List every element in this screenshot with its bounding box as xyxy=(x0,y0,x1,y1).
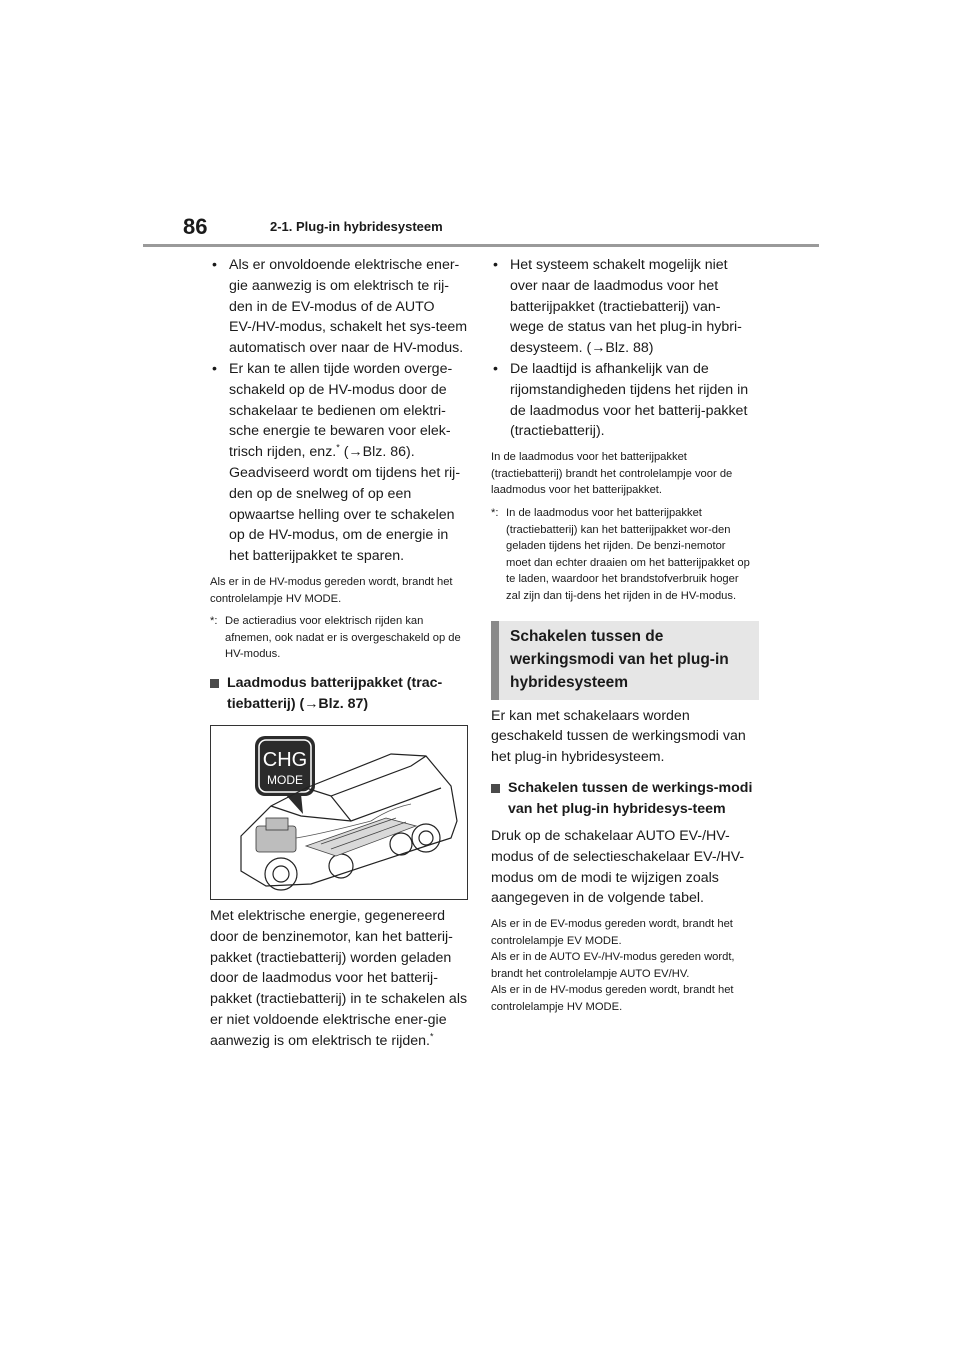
note-text: Als er in de EV-modus gereden wordt, brandt het controlelampje EV MODE. Als er in de AUTO EV-/HV-modus gereden wordt, brandt het controlelampje AUTO EV/HV. Als er in de HV-modus gereden wordt, brandt het controlelampje HV MODE. xyxy=(491,918,735,1014)
footnote xyxy=(210,613,468,663)
subheading-text: Laadmodus batterijpakket (trac-tiebatterij) (→Blz. 87) xyxy=(227,674,443,712)
footnote-star: * xyxy=(336,442,340,453)
bullet-text: De laadtijd is afhankelijk van de rijomstandigheden tijdens het rijden in de laadmodus voor het batterij-pakket (tractiebatterij). xyxy=(510,360,749,440)
bullet-dot-icon: • xyxy=(212,257,217,273)
page-reference: (→Blz. 86). xyxy=(339,444,415,461)
note-text: Als er in de HV-modus gereden wordt, brandt het controlelampje HV MODE. xyxy=(210,575,453,605)
bullet-item xyxy=(491,255,753,359)
footnote-mark: *: xyxy=(491,506,499,519)
subheading xyxy=(491,778,753,820)
badge-line-1: CHG xyxy=(262,748,308,771)
subheading xyxy=(210,673,468,715)
page-number: 86 xyxy=(183,214,208,239)
bullet-dot-icon: • xyxy=(493,360,498,377)
right-column xyxy=(491,255,753,1016)
bullet-text: Als er onvoldoende elektrische ener-gie aanwezig is om elektrisch te rij-den in de EV-modus of de AUTO EV-/HV-modus, schakelt het sys-teem automatisch over naar de HV-modus. xyxy=(229,257,468,357)
body-paragraph: Druk op de schakelaar AUTO EV-/HV-modus of de selectieschakelaar EV-/HV-modus om de modi te wijzigen zoals aangegeven in de volgende tabel. xyxy=(491,827,745,907)
note-text: In de laadmodus voor het batterijpakket (tractiebatterij) brandt het controlelampje voor de laadmodus voor het batterijpakket. xyxy=(491,451,733,497)
subheading-text: Schakelen tussen de werkings-modi van het plug-in hybridesys-teem xyxy=(508,779,753,817)
bullet-item xyxy=(210,255,468,359)
body-paragraph: Met elektrische energie, gegenereerd door de benzinemotor, kan het batterij-pakket (tractiebatterij) worden geladen door de laadmodus voor het batterij-pakket (tractiebatterij) in te schakelen als er niet voldoende elektrische ener-gie aanwezig is om elektrisch te rijden.* xyxy=(210,907,468,1049)
badge-line-2: MODE xyxy=(267,772,303,787)
bullet-text-continued: Geadviseerd wordt om tijdens het rij-den op de snelweg of op een opwaartse helling over te schakelen op de HV-modus, om de energie in het batterijpakket te sparen. xyxy=(229,464,461,565)
engine-block-icon xyxy=(256,818,296,852)
footnote-mark: *: xyxy=(210,615,218,628)
car-illustration xyxy=(210,725,468,900)
car-drawing xyxy=(211,726,467,899)
chg-mode-badge-icon xyxy=(255,736,315,814)
section-title: 2-1. Plug-in hybridesysteem xyxy=(270,219,443,234)
intro-paragraph: Er kan met schakelaars worden geschakeld tussen de werkingsmodi van het plug-in hybridesysteem. xyxy=(491,707,746,766)
footnote xyxy=(491,505,753,605)
square-marker-icon xyxy=(491,784,500,793)
bullet-item xyxy=(491,359,753,442)
bullet-dot-icon: • xyxy=(493,257,498,273)
footnote-text: In de laadmodus voor het batterijpakket (tractiebatterij) kan het batterijpakket wor-den geladen tijdens het rijden. De benzi-nemotor moet dan echter draaien om het batterijpakket op te laden, waardoor het brandstofverbruik hoger zal zijn dan tij-dens het rijden in de HV-modus. xyxy=(506,506,750,602)
section-heading-box: Schakelen tussen de werkingsmodi van het plug-in hybridesysteem xyxy=(491,621,759,700)
bullet-text: Het systeem schakelt mogelijk niet over naar de laadmodus voor het batterijpakket (tractiebatterij) van-wege de status van het plug-in hybri-desysteem. (→Blz. 88) xyxy=(510,257,742,357)
square-marker-icon xyxy=(210,679,219,688)
bullet-item xyxy=(210,359,468,567)
footnote-text: De actieradius voor elektrisch rijden kan afnemen, ook nadat er is overgeschakeld op de HV-modus. xyxy=(225,615,461,661)
header-rule xyxy=(143,244,819,247)
left-column xyxy=(210,255,468,1052)
footnote-star: * xyxy=(430,1030,434,1041)
bullet-text: Er kan te allen tijde worden overge-schakeld op de HV-modus door de schakelaar te bedienen om elektri-sche energie te bewaren voor elek-trisch rijden, enz. xyxy=(229,360,453,461)
bullet-dot-icon: • xyxy=(212,360,217,377)
